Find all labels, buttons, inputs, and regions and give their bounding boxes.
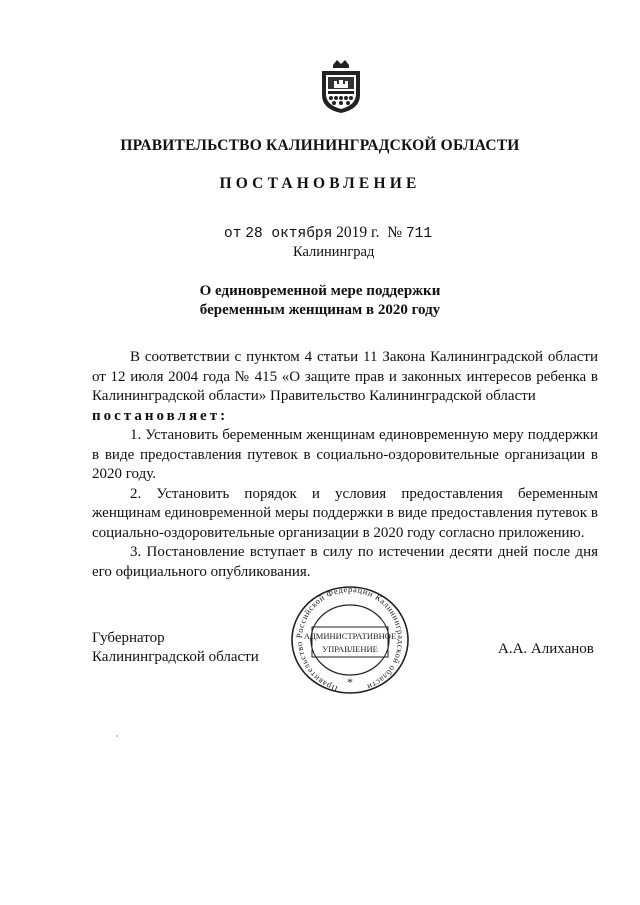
date-prefix: от [224, 226, 242, 242]
decree-text: постановляет: [92, 407, 229, 424]
stamp-star: * [347, 675, 353, 689]
subject-line-1: О единовременной мере поддержки [199, 283, 441, 299]
decree-word [92, 407, 598, 427]
date-day: 28 октября [245, 226, 333, 242]
intro-paragraph: В соответствии с пунктом 4 статьи 11 Закона Калининградской области от 12 июля 2004 года № 415 «О защите прав и законных интересов ребенка в Калининградской области» Правительство Калининградской области [92, 349, 598, 404]
scan-speck [116, 735, 118, 737]
official-stamp [285, 582, 415, 702]
government-title: ПРАВИТЕЛЬСТВО КАЛИНИНГРАДСКОЙ ОБЛАСТИ [120, 137, 520, 154]
document-subject [0, 282, 640, 320]
stamp-center-line-1: АДМИНИСТРАТИВНОЕ [303, 631, 397, 641]
item-2-paragraph: 2. Установить порядок и условия предоставления беременным женщинам единовременной меры поддержки в виде предоставления путевок в социально-оздоровительные организации в 2020 году согласно приложению. [92, 485, 598, 541]
city: Калининград [293, 244, 375, 260]
item-1-paragraph: 1. Установить беременным женщинам единовременную меру поддержки в виде предоставления путевок в социально-оздоровительные организации в 2020 году. [92, 427, 598, 482]
date-year: 2019 г. [336, 224, 380, 241]
coat-of-arms-icon [316, 57, 366, 115]
position-line-1: Губернатор [92, 630, 165, 646]
signatory-position [92, 629, 259, 667]
document-body [92, 348, 598, 582]
subject-line-2: беременным женщинам в 2020 году [199, 302, 441, 318]
position-line-2: Калининградской области [92, 649, 259, 665]
document-type: ПОСТАНОВЛЕНИЕ [219, 175, 421, 192]
document-date-number [224, 224, 432, 242]
item-3-paragraph: 3. Постановление вступает в силу по истечении десяти дней после дня его официального опубликования. [92, 544, 598, 580]
number-label: № [387, 224, 403, 241]
signatory-name: А.А. Алиханов [498, 641, 594, 657]
stamp-ring-text: Правительство Российской Федерации Калининградской области [294, 583, 407, 695]
document-number: 711 [405, 226, 433, 242]
stamp-center-line-2: УПРАВЛЕНИЕ [322, 644, 378, 654]
